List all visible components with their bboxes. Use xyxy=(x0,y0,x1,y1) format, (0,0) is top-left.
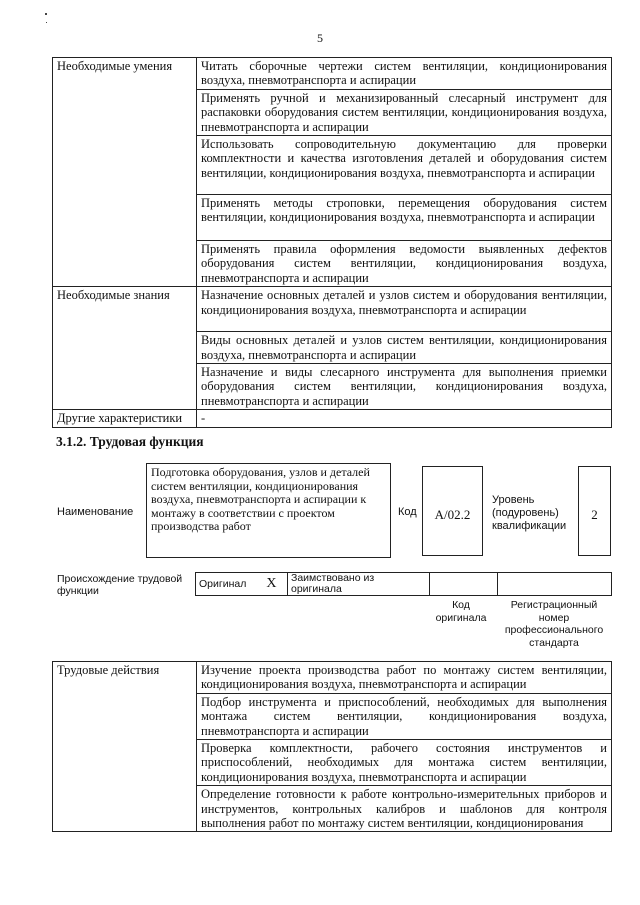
reg-number-caption: Регистрационный номер профессионального стандарта xyxy=(504,599,604,649)
level-label: Уровень (подуровень) квалификации xyxy=(492,494,567,532)
action-item: Изучение проекта производства работ по монтажу систем вентиляции, кондиционирования воздуха, пневмотранспорта и аспирации xyxy=(197,662,612,694)
page-number: 5 xyxy=(317,31,323,45)
original-label: Оригинал xyxy=(199,578,247,590)
borrowed-label: Заимствовано из оригинала xyxy=(288,573,430,596)
skills-label: Необходимые умения xyxy=(53,58,197,287)
knowledge-label: Необходимые знания xyxy=(53,287,197,410)
skill-item: Применять методы строповки, перемещения оборудования систем вентиляции, кондиционирования воздуха, пневмотранспорта и аспирации xyxy=(197,195,612,241)
knowledge-item: Виды основных деталей и узлов систем вентиляции, кондиционирования воздуха, пневмотранспорта и аспирации xyxy=(197,332,612,364)
other-item: - xyxy=(197,410,612,427)
section-heading: 3.1.2. Трудовая функция xyxy=(56,434,204,449)
actions-label: Трудовые действия xyxy=(53,662,197,832)
knowledge-item: Назначение и виды слесарного инструмента для выполнения приемки оборудования систем вентиляции, кондиционирования воздуха, пневмотранспорта и аспирации xyxy=(197,364,612,410)
origin-label: Происхождение трудовой функции xyxy=(57,573,183,597)
function-code: A/02.2 xyxy=(422,466,483,556)
skill-item: Использовать сопроводительную документацию для проверки комплектности и качества изготовления деталей и оборудования систем вентиляции, кондиционирования воздуха, пневмотранспорта и аспирации xyxy=(197,136,612,195)
original-code-caption: Код оригинала xyxy=(435,599,487,624)
original-code-cell xyxy=(430,573,498,596)
reg-number-cell xyxy=(498,573,612,596)
scan-speck xyxy=(45,13,47,15)
function-name: Подготовка оборудования, узлов и деталей систем вентиляции, кондиционирования воздуха, пневмотранспорта и аспирации к монтажу в соответствии с проектом производства работ xyxy=(146,463,391,558)
original-mark: X xyxy=(266,576,277,591)
code-label: Код xyxy=(398,506,417,518)
name-label: Наименование xyxy=(57,506,134,518)
other-label: Другие характеристики xyxy=(53,410,197,427)
original-cell xyxy=(196,573,288,596)
labor-actions-table xyxy=(52,661,612,832)
skills-knowledge-table xyxy=(52,57,612,428)
scan-speck xyxy=(46,22,47,23)
origin-table xyxy=(195,572,612,596)
skill-item: Применять ручной и механизированный слесарный инструмент для распаковки оборудования систем вентиляции, кондиционирования воздуха, пневмотранспорта и аспирации xyxy=(197,89,612,135)
action-item: Проверка комплектности, рабочего состояния инструментов и приспособлений, необходимых для монтажа систем вентиляции, кондиционирования воздуха, пневмотранспорта и аспирации xyxy=(197,740,612,786)
function-level: 2 xyxy=(578,466,611,556)
skill-item: Читать сборочные чертежи систем вентиляции, кондиционирования воздуха, пневмотранспорта и аспирации xyxy=(197,58,612,90)
action-item: Определение готовности к работе контрольно-измерительных приборов и инструментов, контрольных калибров и шаблонов для контроля выполнения работ по монтажу систем вентиляции, кондиционирования xyxy=(197,786,612,832)
knowledge-item: Назначение основных деталей и узлов систем и оборудования вентиляции, кондиционирования воздуха, пневмотранспорта и аспирации xyxy=(197,287,612,332)
skill-item: Применять правила оформления ведомости выявленных дефектов оборудования систем вентиляции, кондиционирования воздуха, пневмотранспорта и аспирации xyxy=(197,241,612,287)
action-item: Подбор инструмента и приспособлений, необходимых для выполнения монтажа систем вентиляции, кондиционирования воздуха, пневмотранспорта и аспирации xyxy=(197,693,612,739)
